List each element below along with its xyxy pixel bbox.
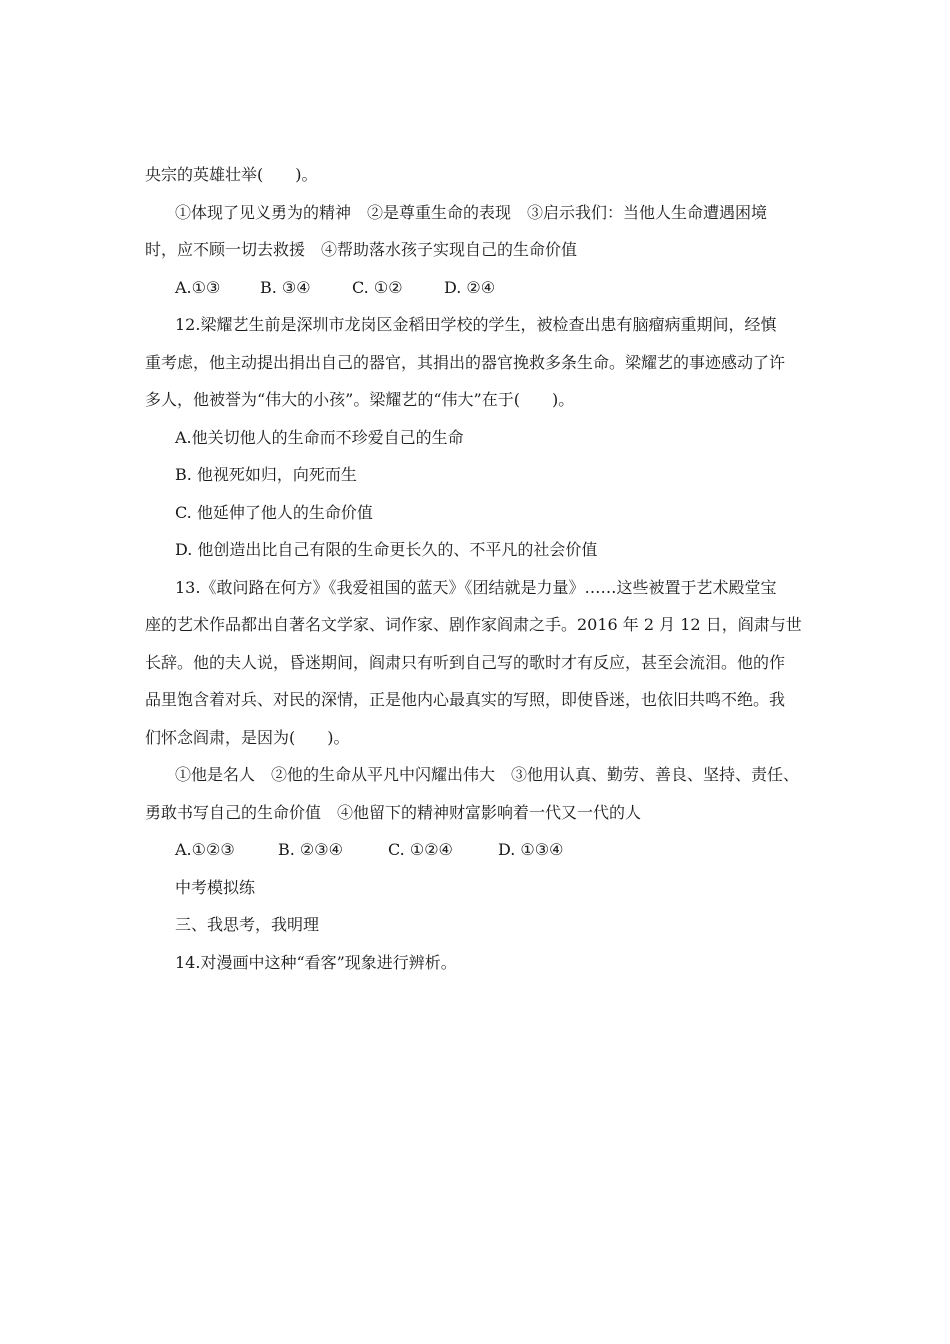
- q12-option-d: D. 他创造出比自己有限的生命更长久的、不平凡的社会价值: [175, 540, 598, 559]
- q13-option-d: D. ①③④: [498, 840, 564, 859]
- q12-stem-line-3: 多人，他被誉为“伟大的小孩”。梁耀艺的“伟大”在于( )。: [145, 390, 575, 409]
- q11-statements-line-2: 时，应不顾一切去救援 ④帮助落水孩子实现自己的生命价值: [145, 240, 578, 259]
- q11-stem-tail: 央宗的英雄壮举( )。: [145, 165, 318, 184]
- q13-statements-line-2: 勇敢书写自己的生命价值 ④他留下的精神财富影响着一代又一代的人: [145, 803, 642, 822]
- q13-stem-line-2: 座的艺术作品都出自著名文学家、词作家、剧作家阎肃之手。2016 年 2 月 12 日，阎肃与世: [145, 615, 802, 634]
- q11-option-d: D. ②④: [444, 278, 496, 297]
- q11-statements-line-1: ①体现了见义勇为的精神 ②是尊重生命的表现 ③启示我们：当他人生命遭遇困境: [175, 203, 768, 222]
- q12-option-b: B. 他视死如归，向死而生: [175, 465, 357, 484]
- q12-option-a: A.他关切他人的生命而不珍爱自己的生命: [175, 428, 464, 447]
- q11-options: [175, 278, 815, 298]
- q12-stem-line-2: 重考虑，他主动提出捐出自己的器官，其捐出的器官挽救多条生命。梁耀艺的事迹感动了许: [145, 353, 786, 372]
- q14-stem: 14.对漫画中这种“看客”现象进行辨析。: [175, 953, 457, 972]
- q13-statements-line-1: ①他是名人 ②他的生命从平凡中闪耀出伟大 ③他用认真、勤劳、善良、坚持、责任、: [175, 765, 800, 784]
- q11-option-b: B. ③④: [260, 278, 311, 297]
- section-title: 中考模拟练: [175, 878, 256, 897]
- q13-option-c: C. ①②④: [388, 840, 453, 859]
- q11-option-a: A.①③: [175, 278, 221, 297]
- part-title: 三、我思考，我明理: [175, 915, 320, 934]
- q12-option-c: C. 他延伸了他人的生命价值: [175, 503, 373, 522]
- q13-stem-line-5: 们怀念阎肃，是因为( )。: [145, 728, 350, 747]
- q12-stem-line-1: 12.梁耀艺生前是深圳市龙岗区金稻田学校的学生，被检查出患有脑瘤病重期间，经慎: [175, 315, 777, 334]
- q11-option-c: C. ①②: [352, 278, 403, 297]
- q13-option-b: B. ②③④: [278, 840, 343, 859]
- q13-option-a: A.①②③: [175, 840, 235, 859]
- q13-stem-line-3: 长辞。他的夫人说，昏迷期间，阎肃只有听到自己写的歌时才有反应，甚至会流泪。他的作: [145, 653, 786, 672]
- q13-stem-line-1: 13.《敢问路在何方》《我爱祖国的蓝天》《团结就是力量》……这些被置于艺术殿堂宝: [175, 578, 777, 597]
- q13-stem-line-4: 品里饱含着对兵、对民的深情，正是他内心最真实的写照，即使昏迷，也依旧共鸣不绝。我: [145, 690, 786, 709]
- q13-options: [175, 840, 815, 860]
